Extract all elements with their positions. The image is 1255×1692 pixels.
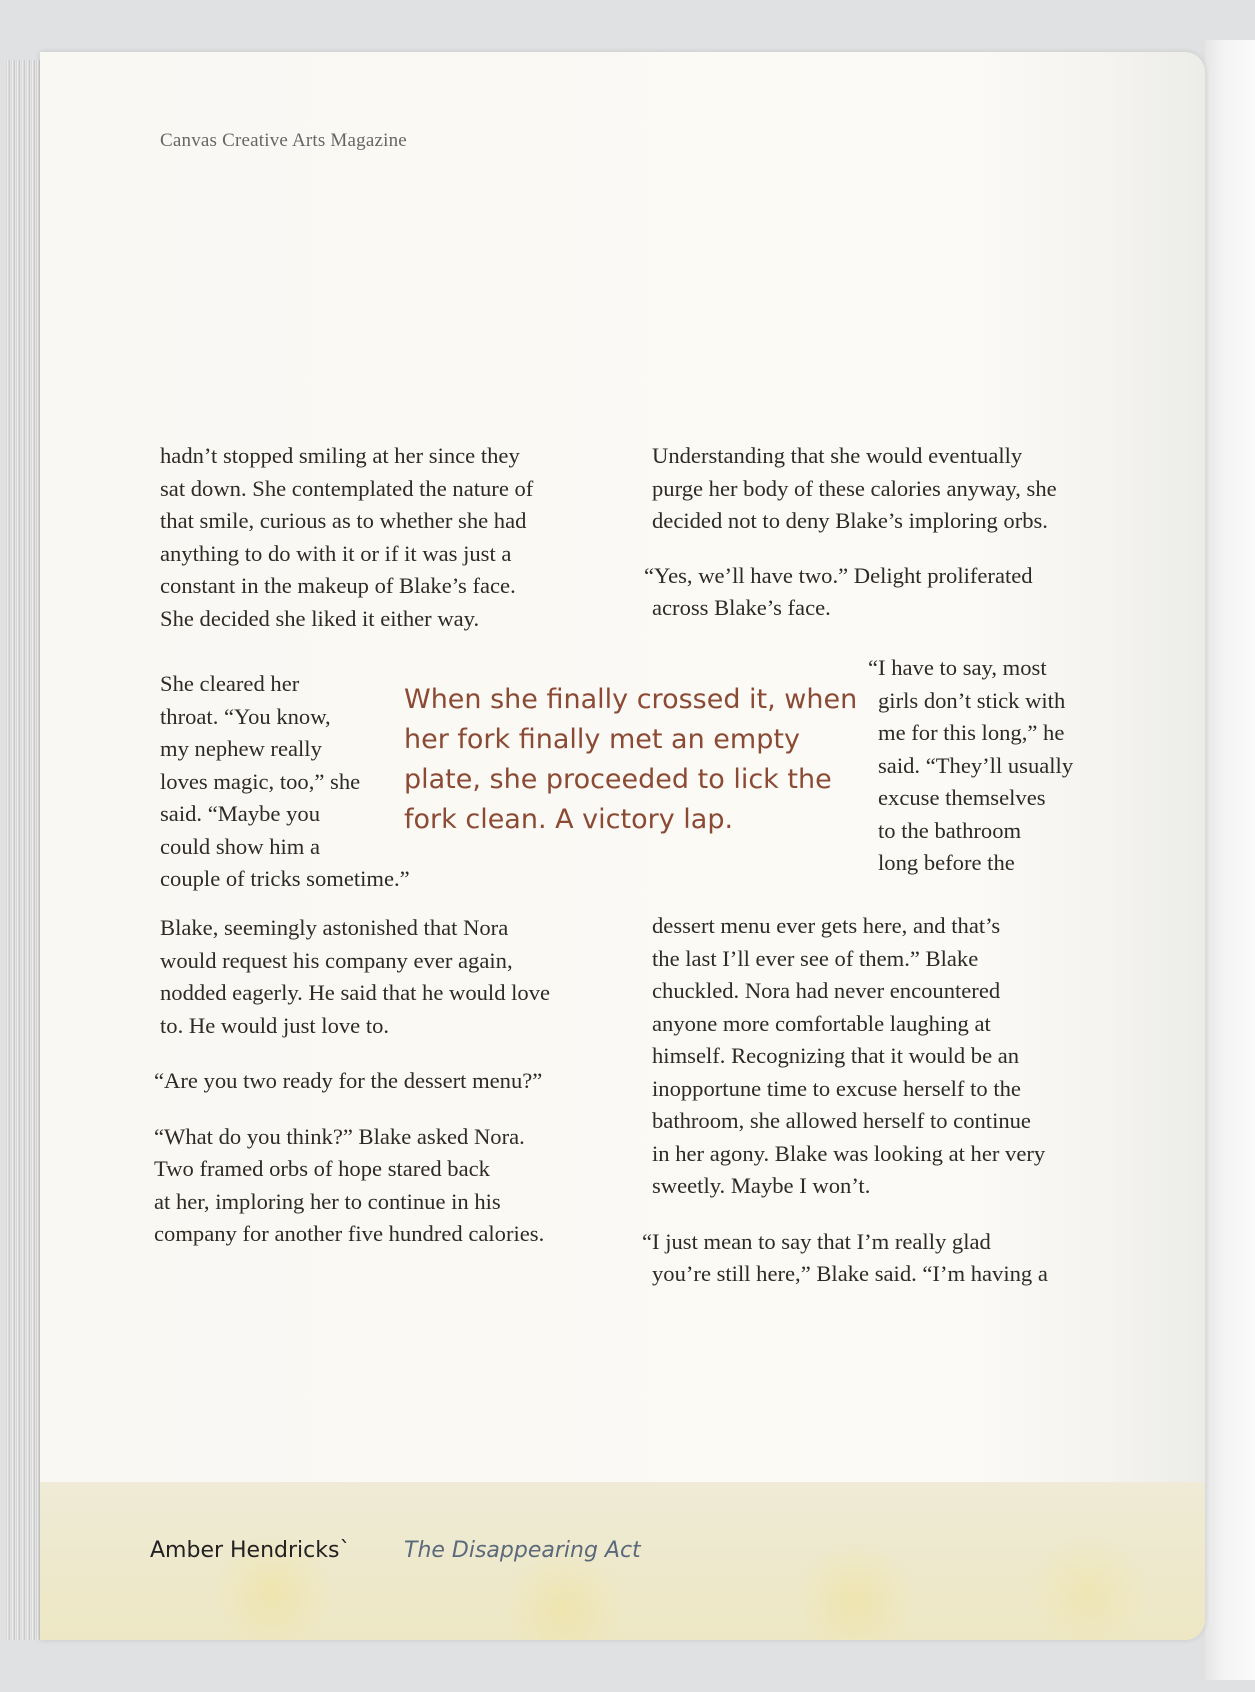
text-line: inopportune time to excuse herself to the <box>652 1075 1021 1101</box>
footer-author: Amber Hendricks` <box>150 1538 351 1563</box>
text-line: could show him a <box>160 833 321 859</box>
right-wrap-paragraph <box>868 652 1074 880</box>
text-line: across Blake’s face. <box>652 595 831 620</box>
text-line: “What do you think?” Blake asked Nora. <box>154 1123 525 1149</box>
text-line: company for another five hundred calories. <box>154 1221 545 1246</box>
text-line: bathroom, she allowed herself to continue <box>652 1108 1031 1133</box>
pull-quote-line: When she finally crossed it, when <box>404 684 858 715</box>
text-line: you’re still here,” Blake said. “I’m having a <box>652 1261 1048 1286</box>
text-line: purge her body of these calories anyway, she <box>652 475 1057 501</box>
right-column-top <box>644 440 1097 647</box>
text-line: in her agony. Blake was looking at her very <box>652 1140 1046 1166</box>
text-line: “I have to say, most <box>868 655 1047 680</box>
text-line: “Yes, we’ll have two.” Delight proliferated <box>644 562 1033 588</box>
text-line: himself. Recognizing that it would be an <box>652 1043 1020 1068</box>
left-column-lower <box>154 912 551 1274</box>
paragraph <box>652 910 1048 1203</box>
text-line: excuse themselves <box>878 785 1046 810</box>
text-line: She cleared her <box>160 671 300 696</box>
pull-quote-line: her fork finally met an empty <box>404 724 800 755</box>
text-line: that smile, curious as to whether she had <box>160 508 527 533</box>
paragraph <box>642 1226 1048 1291</box>
text-line: dessert menu ever gets here, and that’s <box>652 913 1001 938</box>
text-line: Two framed orbs of hope stared back <box>154 1156 490 1181</box>
text-line: decided not to deny Blake’s imploring orbs. <box>652 508 1048 533</box>
paragraph-left-1 <box>160 440 590 635</box>
text-line: constant in the makeup of Blake’s face. <box>160 573 516 598</box>
text-line: to. He would just love to. <box>160 1012 390 1038</box>
text-line: my nephew really <box>160 736 322 761</box>
text-line: sweetly. Maybe I won’t. <box>652 1173 871 1198</box>
pull-quote <box>404 680 858 840</box>
text-line: chuckled. Nora had never encountered <box>652 978 1001 1003</box>
text-line: Understanding that she would eventually <box>652 443 1023 468</box>
text-line: would request his company ever again, <box>160 947 513 973</box>
scan-background-right <box>1205 40 1255 1680</box>
left-wrap-paragraph <box>160 668 410 896</box>
text-line: “Are you two ready for the dessert menu?” <box>154 1068 543 1093</box>
pull-quote-line: plate, she proceeded to lick the <box>404 764 832 795</box>
pull-quote-line: fork clean. A victory lap. <box>404 804 734 835</box>
text-line: nodded eagerly. He said that he would love <box>160 980 551 1005</box>
text-line: the last I’ll ever see of them.” Blake <box>652 945 979 971</box>
text-line: She decided she liked it either way. <box>160 605 480 631</box>
text-line: anyone more comfortable laughing at <box>652 1010 991 1036</box>
footer-title: The Disappearing Act <box>404 1538 641 1563</box>
text-line: Blake, seemingly astonished that Nora <box>160 915 509 940</box>
text-line: long before the <box>878 850 1015 875</box>
paragraph <box>160 912 550 1042</box>
text-line: said. “They’ll usually <box>878 752 1074 778</box>
text-line: anything to do with it or if it was just a <box>160 540 512 566</box>
text-line: sat down. She contemplated the nature of <box>160 475 534 501</box>
text-line: me for this long,” he <box>878 720 1065 745</box>
right-column-lower <box>642 910 1048 1314</box>
text-line: “I just mean to say that I’m really glad <box>642 1228 991 1254</box>
paragraph <box>154 1065 550 1098</box>
text-line: throat. “You know, <box>160 703 331 729</box>
text-line: loves magic, too,” she <box>160 768 361 794</box>
text-line: to the bathroom <box>878 817 1022 843</box>
text-line: said. “Maybe you <box>160 801 320 826</box>
paragraph <box>154 1121 550 1251</box>
text-line: couple of tricks sometime.” <box>160 866 410 891</box>
text-line: hadn’t stopped smiling at her since they <box>160 443 520 468</box>
magazine-page <box>40 52 1205 1640</box>
paragraph <box>652 440 1097 538</box>
footer-band <box>40 1482 1205 1640</box>
left-column-top <box>160 440 590 657</box>
text-line: girls don’t stick with <box>878 687 1066 713</box>
paragraph <box>644 560 1097 625</box>
text-line: at her, imploring her to continue in his <box>154 1188 501 1214</box>
running-head: Canvas Creative Arts Magazine <box>160 130 407 151</box>
